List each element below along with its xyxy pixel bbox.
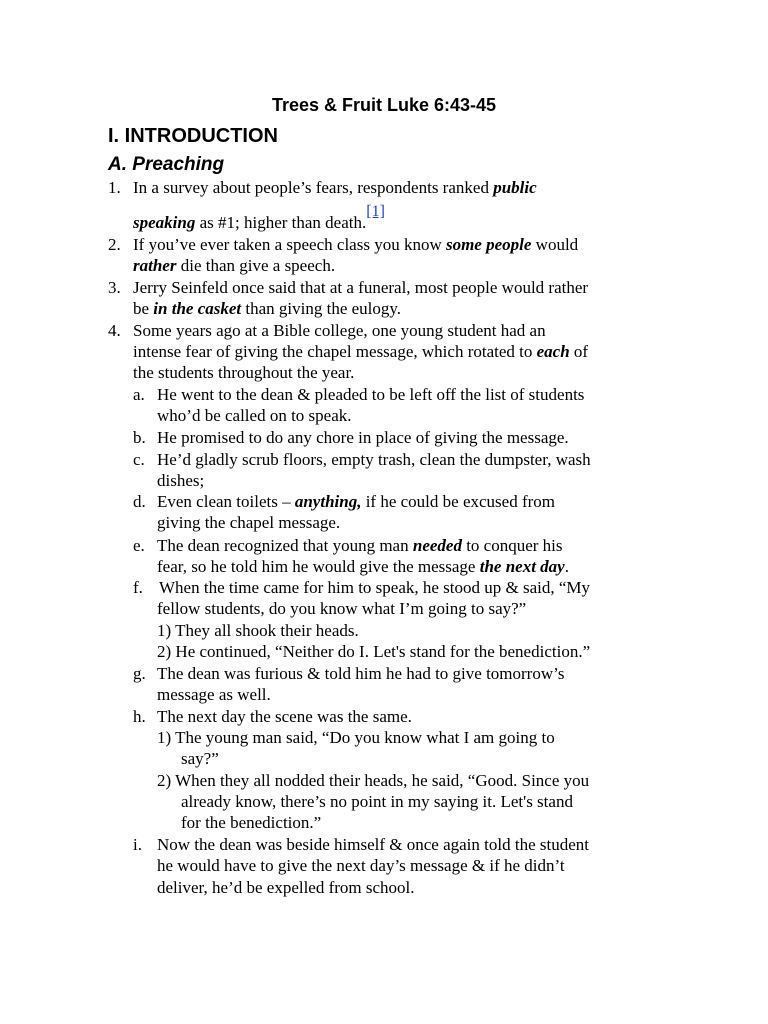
list-item-line: He went to the dean & pleaded to be left off the list of students	[157, 385, 585, 404]
text-span: fear, so he told him he would give the message	[157, 557, 480, 576]
list-item-line: the students throughout the year.	[133, 363, 355, 382]
list-item-line: Now the dean was beside himself & once again told the student	[157, 835, 589, 854]
list-item-line	[133, 255, 335, 276]
list-item-line	[157, 535, 563, 556]
text-span: die than give a speech.	[176, 256, 336, 275]
list-item-line: he would have to give the next day’s message & if he didn’t	[157, 856, 565, 875]
emphasis-text: in the casket	[153, 299, 242, 318]
text-span: be	[133, 299, 154, 318]
list-marker: a.	[133, 385, 145, 404]
text-span: to conquer his	[461, 536, 563, 555]
emphasis-text: rather	[133, 256, 177, 275]
text-span: intense fear of giving the chapel message, which rotated to	[133, 342, 537, 361]
list-item-line: The dean was furious & told him he had to give tomorrow’s	[157, 664, 565, 683]
list-item-line	[133, 234, 578, 255]
list-marker: g.	[133, 664, 146, 683]
list-item-line: already know, there’s no point in my saying it. Let's stand	[181, 792, 573, 811]
list-marker: f.	[133, 578, 143, 597]
list-item-line: 1) The young man said, “Do you know what I am going to	[157, 728, 555, 747]
text-span: would	[531, 235, 579, 254]
list-item-line: message as well.	[157, 685, 271, 704]
list-item-line: who’d be called on to speak.	[157, 406, 352, 425]
list-marker: e.	[133, 536, 145, 555]
list-item-line: The next day the scene was the same.	[157, 707, 412, 726]
list-item-line: Jerry Seinfeld once said that at a funeral, most people would rather	[133, 278, 589, 297]
text-span: The dean recognized that young man	[157, 536, 413, 555]
list-item-line: Some years ago at a Bible college, one young student had an	[133, 321, 546, 340]
list-item-line	[133, 341, 588, 362]
list-item-line: 2) When they all nodded their heads, he said, “Good. Since you	[157, 771, 590, 790]
list-marker: 2.	[108, 235, 121, 254]
list-marker: c.	[133, 450, 145, 469]
emphasis-text: needed	[412, 536, 462, 555]
text-span: Even clean toilets –	[157, 492, 295, 511]
section-heading: I. INTRODUCTION	[108, 125, 278, 147]
text-span: In a survey about people’s fears, respondents ranked	[133, 178, 494, 197]
list-item-line	[133, 177, 537, 198]
list-item-line: 1) They all shook their heads.	[157, 621, 359, 640]
list-marker: 3.	[108, 278, 121, 297]
text-span: of	[569, 342, 589, 361]
text-span: .	[564, 557, 569, 576]
emphasis-text: the next day	[479, 557, 565, 576]
list-item-line	[157, 491, 555, 512]
list-marker: d.	[133, 492, 146, 511]
list-item-line: When the time came for him to speak, he stood up & said, “My	[159, 578, 591, 597]
text-span: than giving the eulogy.	[241, 299, 402, 318]
list-marker: 4.	[108, 321, 121, 340]
text-span: if he could be excused from	[361, 492, 555, 511]
emphasis-text: each	[536, 342, 570, 361]
list-item-line	[133, 298, 401, 319]
list-item-line: He promised to do any chore in place of giving the message.	[157, 428, 569, 447]
list-item-line: fellow students, do you know what I’m going to say?”	[157, 599, 527, 618]
list-item-line: He’d gladly scrub floors, empty trash, clean the dumpster, wash	[157, 450, 591, 469]
footnote-link[interactable]: [1]	[366, 203, 385, 220]
list-item-line: for the benediction.”	[181, 813, 322, 832]
emphasis-text: public	[493, 178, 537, 197]
list-item-line: dishes;	[157, 471, 205, 490]
list-item-line: say?”	[181, 749, 219, 768]
list-marker: h.	[133, 707, 146, 726]
list-item-line: deliver, he’d be expelled from school.	[157, 878, 415, 897]
emphasis-text: some people	[445, 235, 532, 254]
text-span: as #1; higher than death.	[195, 213, 367, 232]
subsection-heading: A. Preaching	[108, 154, 225, 175]
list-item-line	[133, 203, 385, 234]
list-marker: 1.	[108, 178, 121, 197]
list-item-line: 2) He continued, “Neither do I. Let's stand for the benediction.”	[157, 642, 591, 661]
emphasis-text: anything,	[294, 492, 362, 511]
list-item-line	[157, 556, 569, 577]
list-marker: i.	[133, 835, 142, 854]
text-span: If you’ve ever taken a speech class you know	[133, 235, 446, 254]
emphasis-text: speaking	[133, 213, 196, 232]
list-marker: b.	[133, 428, 146, 447]
list-item-line: giving the chapel message.	[157, 513, 341, 532]
page-title: Trees & Fruit Luke 6:43-45	[271, 95, 497, 115]
